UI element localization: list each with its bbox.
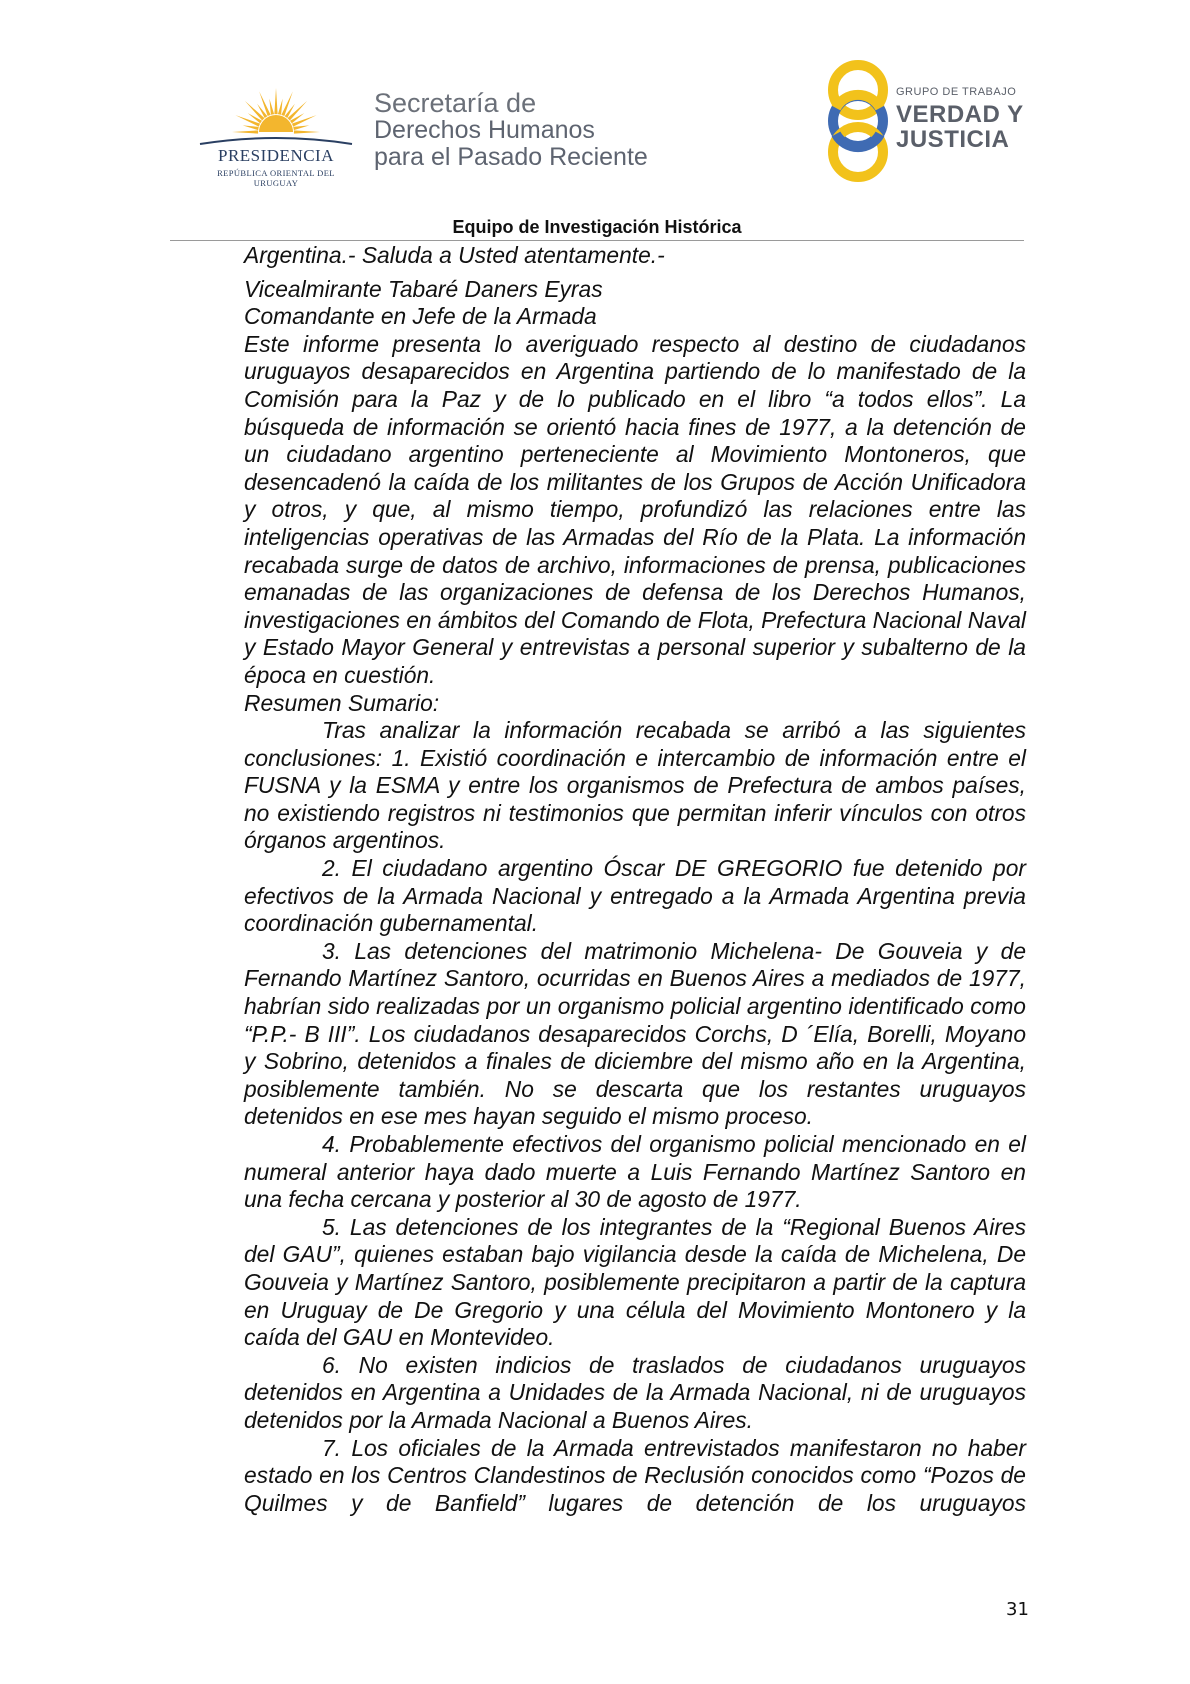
presidencia-name: PRESIDENCIA: [217, 146, 334, 165]
conclusion-paragraph: 7. Los oficiales de la Armada entrevistados manifestaron no haber estado en los Centros Clandestinos de Reclusión conocidos como “Pozos de Quilmes y de Banfield” lugares de detención de los uruguayos: [244, 1434, 1026, 1516]
vyj-line-1: GRUPO DE TRABAJO: [896, 86, 1017, 98]
conclusion-paragraph: 2. El ciudadano argentino Óscar DE GREGORIO fue detenido por efectivos de la Armada Nacional y entregado a la Armada Argentina previa coordinación gubernamental.: [244, 855, 1026, 937]
conclusion-paragraph: 6. No existen indicios de traslados de ciudadanos uruguayos detenidos en Argentina a Unidades de la Armada Nacional, ni de uruguayos detenidos por la Armada Nacional a Buenos Aires.: [244, 1351, 1026, 1433]
vyj-line-2: VERDAD Y: [896, 101, 1024, 128]
sun-emblem-icon: [196, 80, 356, 150]
intro-paragraph: Este informe presenta lo averiguado respecto al destino de ciudadanos uruguayos desaparecidos en Argentina partiendo de lo manifestado de la Comisión para la Paz y de lo publicado en el libro “a todos ellos”. La búsqueda de información se orientó hacia fines de 1977, a la detención de un ciudadano argentino perteneciente al Movimiento Montoneros, que desencadenó la caída de los militantes de los Grupos de Acción Unificadora y otros, y que, al mismo tiempo, profundizó las relaciones entre las inteligencias operativas de las Armadas del Río de la Plata. La información recabada surge de datos de archivo, informaciones de prensa, publicaciones emanadas de las organizaciones de defensa de los Derechos Humanos, investigaciones en ámbitos del Comando de Flota, Prefectura Nacional Naval y Estado Mayor General y entrevistas a personal superior y subalterno de la época en cuestión.: [244, 330, 1026, 688]
team-label: Equipo de Investigación Histórica: [452, 217, 742, 237]
page-number: 31: [1006, 1599, 1029, 1620]
closing-line: Argentina.- Saluda a Usted atentamente.-: [244, 242, 665, 268]
signature-title: Comandante en Jefe de la Armada: [244, 303, 597, 330]
sun-ray: [293, 125, 309, 130]
sun-ray: [232, 130, 258, 133]
sun-ray: [243, 125, 259, 130]
signature-name: Vicealmirante Tabaré Daners Eyras: [244, 275, 603, 302]
page-header: [0, 0, 1190, 240]
sun-ray: [259, 91, 270, 116]
sun-ray: [292, 115, 317, 126]
sun-disc: [259, 115, 293, 132]
header-divider: [170, 240, 1024, 241]
linked-rings-icon: [822, 56, 894, 186]
presidencia-subtitle: REPÚBLICA ORIENTAL DEL URUGUAY: [217, 168, 335, 188]
sun-ray: [281, 91, 292, 116]
document-body: [244, 242, 1026, 1517]
presidencia-logo: [196, 80, 356, 188]
sun-ray: [235, 115, 260, 126]
verdad-justicia-logo: [822, 56, 1042, 186]
vyj-line-3: JUSTICIA: [896, 126, 1010, 153]
secretaria-line-1: Secretaría de: [374, 88, 537, 118]
conclusion-paragraph: Tras analizar la información recabada se arribó a las siguientes conclusiones: 1. Existió coordinación e intercambio de información entre el FUSNA y la ESMA y entre los organismos de Prefectura de ambos países, no existiendo registros ni testimonios que permitan inferir vínculos con otros órganos argentinos.: [244, 717, 1026, 854]
conclusion-paragraph: 3. Las detenciones del matrimonio Michelena- De Gouveia y de Fernando Martínez Santoro, ocurridas en Buenos Aires a mediados de 1977, habrían sido realizadas por un organismo policial argentino identificado como “P.P.- B III”. Los ciudadanos desaparecidos Corchs, D ´Elía, Borelli, Moyano y Sobrino, detenidos a finales de diciembre del mismo año en la Argentina, posiblemente también. No se descarta que los restantes uruguayos detenidos en ese mes hayan seguido el mismo proceso.: [244, 937, 1026, 1130]
secretaria-title: [374, 90, 714, 171]
conclusion-paragraph: 5. Las detenciones de los integrantes de la “Regional Buenos Aires del GAU”, quienes estaban bajo vigilancia desde la caída de Michelena, De Gouveia y Martínez Santoro, posiblemente precipitaron a partir de la captura en Uruguay de De Gregorio y una célula del Movimiento Montonero y la caída del GAU en Montevideo.: [244, 1213, 1026, 1351]
conclusion-paragraph: 4. Probablemente efectivos del organismo policial mencionado en el numeral anterior haya dado muerte a Luis Fernando Martínez Santoro en una fecha cercana y posterior al 30 de agosto de 1977.: [244, 1131, 1026, 1213]
sun-ray: [294, 130, 320, 133]
sun-ray: [274, 88, 277, 114]
secretaria-line-2: Derechos Humanos: [374, 116, 595, 144]
secretaria-line-3: para el Pasado Reciente: [374, 143, 648, 171]
sun-ray: [269, 99, 274, 115]
sun-ray: [278, 99, 283, 115]
summary-heading: Resumen Sumario:: [244, 689, 440, 716]
